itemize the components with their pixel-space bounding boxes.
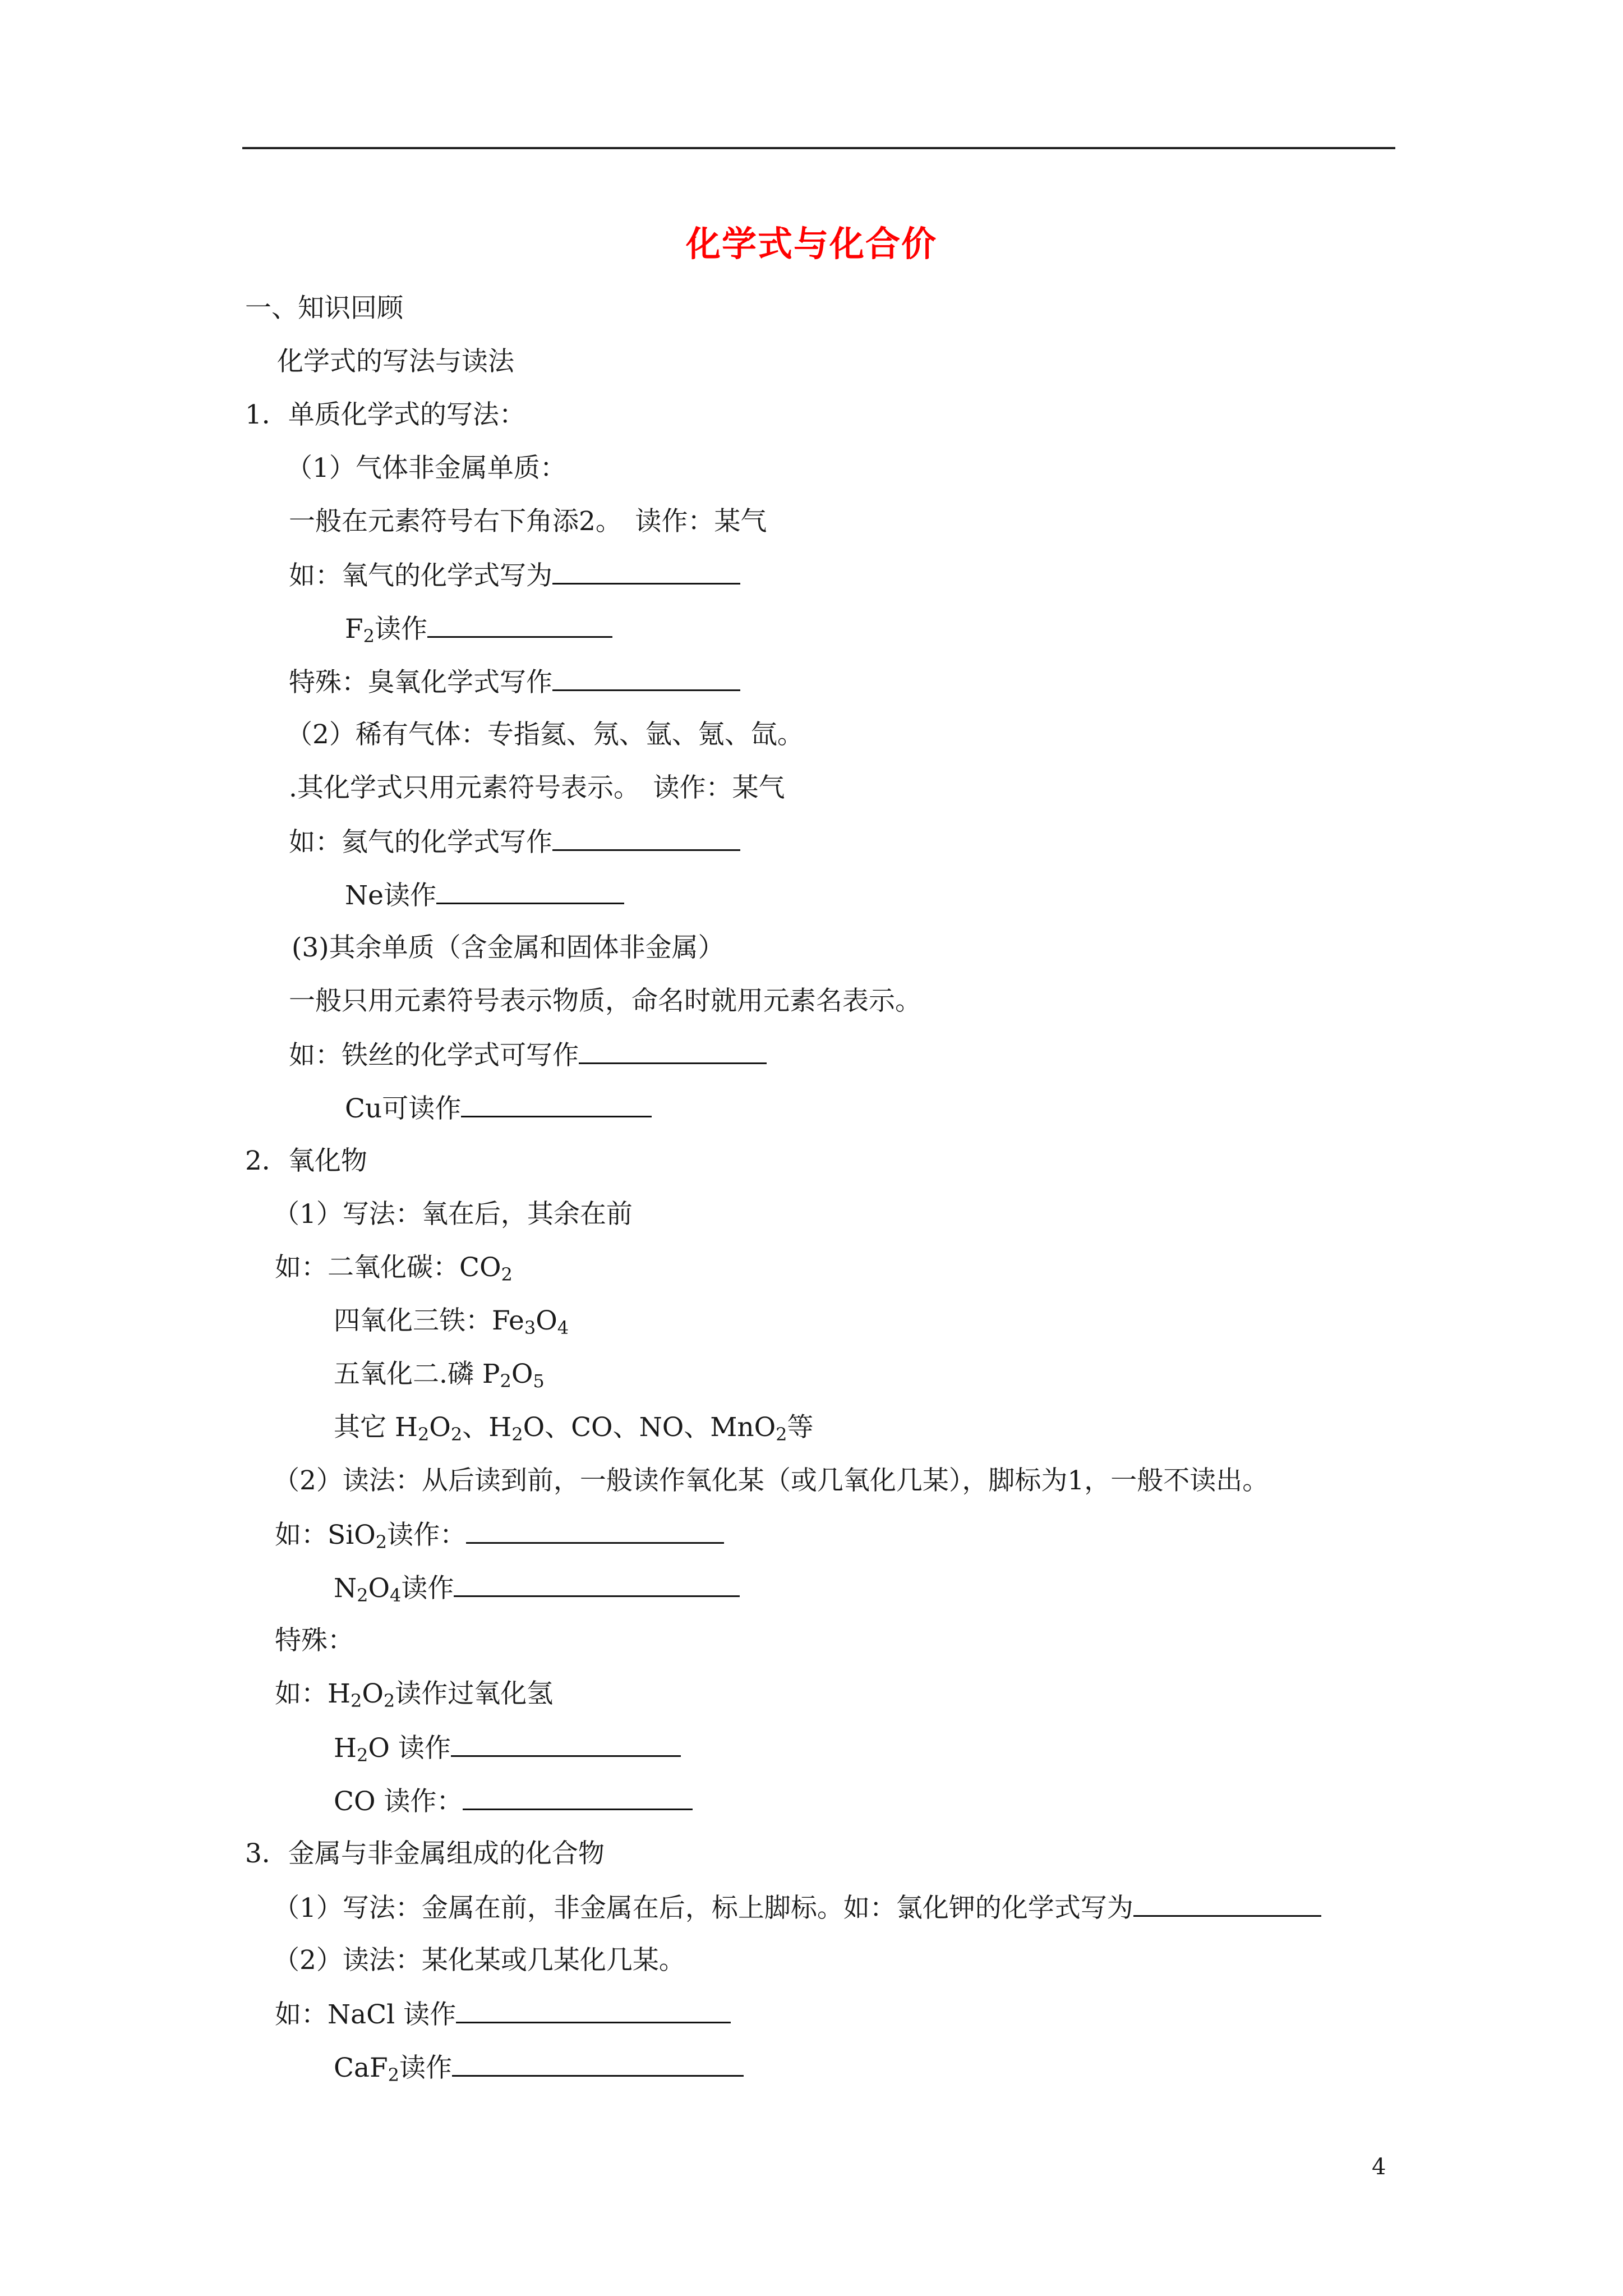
- read-as-label: 如：NaCl 读作: [275, 1999, 457, 2030]
- answer-blank[interactable]: [451, 1731, 681, 1757]
- formula-text: O: [511, 1359, 533, 1389]
- read-as-label: 读作：: [387, 1520, 467, 1550]
- noble-example-1: [289, 825, 740, 859]
- formula-text: N: [334, 1573, 357, 1604]
- gas-special-label: 特殊：臭氧化学式写作: [289, 667, 552, 698]
- noble-rule: .其化学式只用元素符号表示。 读作：某气: [289, 772, 785, 803]
- answer-blank[interactable]: [456, 1997, 731, 2023]
- formula-text: CaF: [334, 2053, 388, 2083]
- special-example-co: [334, 1784, 693, 1819]
- formula-text: 五氧化二.磷 P: [334, 1359, 500, 1389]
- noble-heading: （2）稀有气体：专指氦、氖、氩、氪、氙。: [286, 719, 804, 750]
- subscript: 2: [417, 1424, 430, 1445]
- subscript: 2: [375, 1531, 388, 1553]
- subscript: 2: [357, 1745, 368, 1766]
- formula-text: O、CO、NO、MnO: [523, 1412, 776, 1443]
- subscript: 2: [357, 1585, 368, 1606]
- answer-blank[interactable]: [552, 558, 740, 585]
- answer-blank[interactable]: [1133, 1890, 1321, 1917]
- compound-write-rule: [273, 1890, 1321, 1925]
- subscript: 2: [450, 1424, 463, 1445]
- formula-text: 如：H: [275, 1678, 351, 1709]
- read-as-label: CO 读作：: [334, 1786, 463, 1817]
- noble-example-2: [345, 878, 624, 913]
- answer-blank[interactable]: [579, 1038, 767, 1064]
- header-rule: [242, 147, 1395, 149]
- special-label: 特殊：: [275, 1625, 354, 1656]
- special-example-h2o: [334, 1731, 681, 1765]
- oxide-write-rule: （1）写法：氧在后，其余在前: [273, 1199, 633, 1230]
- oxide-example-co2: [275, 1251, 513, 1285]
- formula-text: H: [334, 1733, 357, 1764]
- oxide-read-example-1: [275, 1517, 724, 1552]
- formula-text: O: [362, 1678, 384, 1709]
- other-rule: 一般只用元素符号表示物质，命名时就用元素名表示。: [289, 986, 921, 1016]
- compound-read-rule: （2）读法：某化某或几某化几某。: [273, 1945, 685, 1976]
- compound-write-rule-text: （1）写法：金属在前，非金属在后，标上脚标。如：氯化钾的化学式写为: [273, 1893, 1133, 1924]
- subscript: 2: [351, 1690, 362, 1711]
- other-example-2-label: Cu可读作: [345, 1093, 462, 1124]
- subscript: 2: [776, 1424, 787, 1445]
- other-example-2: [345, 1091, 652, 1126]
- answer-blank[interactable]: [463, 1784, 693, 1810]
- formula-text: O: [429, 1412, 451, 1443]
- formula-text: 、H: [462, 1412, 512, 1443]
- answer-blank[interactable]: [454, 1571, 740, 1597]
- gas-special: [289, 665, 740, 700]
- s2-heading: 2．氧化物: [245, 1145, 367, 1176]
- gas-example-1-label: 如：氧气的化学式写为: [289, 560, 552, 591]
- answer-blank[interactable]: [552, 825, 740, 851]
- formula-text: 等: [787, 1412, 814, 1443]
- subscript: 2: [383, 1690, 395, 1711]
- subscript: 2: [511, 1424, 523, 1445]
- answer-blank[interactable]: [461, 1091, 652, 1117]
- subscript: 4: [390, 1585, 402, 1606]
- subscript: 5: [533, 1370, 545, 1392]
- answer-blank[interactable]: [452, 2050, 744, 2077]
- gas-rule: 一般在元素符号右下角添2。 读作：某气: [289, 506, 767, 537]
- subscript: 4: [557, 1317, 569, 1338]
- other-example-1-label: 如：铁丝的化学式可写作: [289, 1040, 579, 1071]
- page-number: 4: [1372, 2154, 1386, 2180]
- subscript: 2: [363, 625, 375, 647]
- formula-text: O: [536, 1305, 557, 1336]
- page-title: 化学式与化合价: [685, 223, 937, 264]
- other-example-1: [289, 1038, 767, 1073]
- read-as-label: 读作: [399, 2053, 452, 2083]
- formula-text: 其它 H: [334, 1412, 418, 1443]
- oxide-example-p2o5: [334, 1358, 545, 1391]
- s1-heading: 1．单质化学式的写法：: [245, 399, 525, 430]
- section-heading: 一、知识回顾: [245, 293, 403, 324]
- answer-blank[interactable]: [427, 611, 612, 638]
- noble-example-2-label: Ne读作: [345, 880, 436, 911]
- subscript: 2: [500, 1370, 511, 1392]
- oxide-examples-other: [334, 1411, 814, 1444]
- answer-blank[interactable]: [552, 665, 740, 691]
- compound-example-caf2: [334, 2050, 744, 2085]
- gas-heading: （1）气体非金属单质：: [286, 453, 566, 484]
- oxide-read-rule: （2）读法：从后读到前，一般读作氧化某（或几氧化几某），脚标为1，一般不读出。: [273, 1465, 1269, 1496]
- s3-heading: 3．金属与非金属组成的化合物: [245, 1838, 605, 1869]
- formula-symbol: F: [345, 614, 363, 645]
- formula-text: 读作过氧化氢: [395, 1678, 554, 1709]
- compound-example-nacl: [275, 1997, 731, 2032]
- noble-example-1-label: 如：氦气的化学式写作: [289, 827, 552, 858]
- answer-blank[interactable]: [466, 1517, 724, 1544]
- read-as-label: 读作: [374, 614, 427, 645]
- read-as-label: O 读作: [368, 1733, 451, 1764]
- subscript: 3: [524, 1317, 536, 1338]
- read-as-label: 读作: [401, 1573, 454, 1604]
- other-heading: (3)其余单质（含金属和固体非金属）: [292, 932, 725, 963]
- intro-line: 化学式的写法与读法: [277, 346, 514, 377]
- subscript: 2: [388, 2064, 399, 2086]
- formula-text: O: [368, 1573, 390, 1604]
- gas-example-2: [345, 611, 612, 646]
- subscript: 2: [501, 1264, 513, 1285]
- gas-example-1: [289, 558, 740, 593]
- oxide-example-fe3o4: [334, 1304, 569, 1338]
- formula-text: 如：二氧化碳：CO: [275, 1252, 501, 1283]
- answer-blank[interactable]: [436, 878, 624, 904]
- formula-text: 四氧化三铁：Fe: [334, 1305, 524, 1336]
- oxide-read-example-2: [334, 1571, 740, 1605]
- formula-text: 如：SiO: [275, 1520, 376, 1550]
- special-example-h2o2: [275, 1677, 553, 1711]
